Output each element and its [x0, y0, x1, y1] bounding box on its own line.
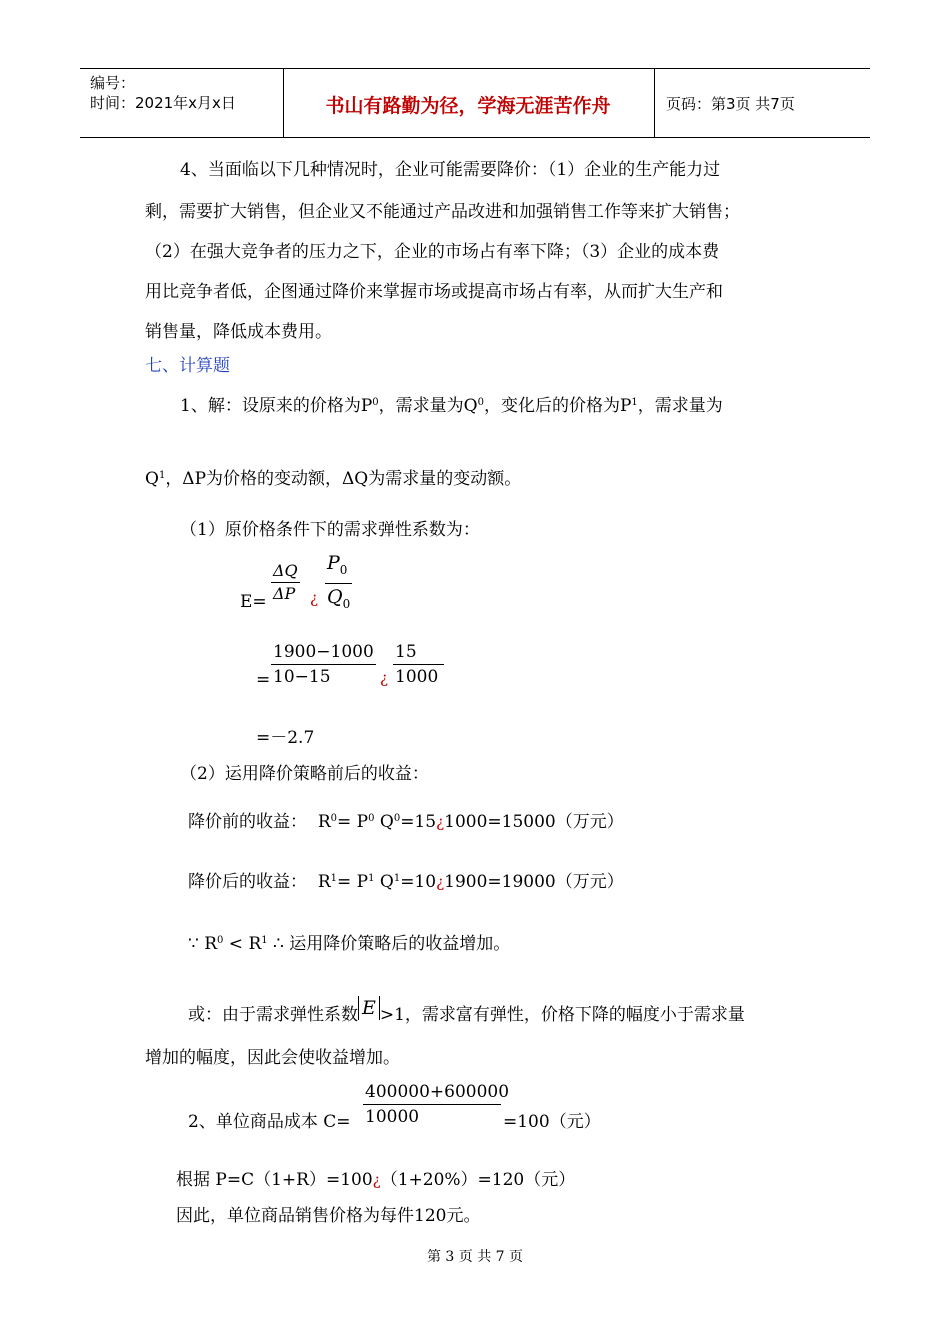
numerator: 400000+600000: [363, 1080, 501, 1105]
elasticity-result: =－2.7: [256, 728, 315, 748]
subscript: 0: [330, 813, 337, 824]
fraction-numeric-1: [271, 640, 376, 689]
text: 1000=15000（万元）: [444, 812, 624, 832]
price-calculation: [176, 1170, 575, 1190]
paragraph-line: 剩，需要扩大销售，但企业又不能通过产品改进和加强销售工作等来扩大销售；: [145, 202, 740, 222]
numerator: 15: [393, 640, 444, 665]
garbled-multiply-mark: ¿: [436, 813, 445, 831]
header-meta: [90, 73, 236, 113]
part2-title: （2）运用降价策略前后的收益：: [180, 764, 429, 784]
equals-sign: =: [256, 670, 271, 690]
subscript: 0: [368, 813, 375, 824]
text: 降价后的收益：: [188, 872, 307, 892]
denominator: 10−15: [273, 667, 331, 687]
denominator: 1000: [395, 667, 439, 687]
document-date: 时间：2021年x月x日: [90, 94, 236, 112]
garbled-multiply-mark: ¿: [380, 669, 389, 687]
garbled-multiply-mark: ¿: [310, 589, 319, 607]
document-number-label: 编号：: [90, 74, 136, 92]
text: >1，需求富有弹性，价格下降的幅度小于需求量: [379, 1005, 745, 1025]
denominator: ΔP: [273, 584, 296, 603]
subscript: 0: [477, 397, 484, 408]
unit-cost-result: =100（元）: [503, 1112, 601, 1132]
q1-intro: [180, 393, 723, 416]
subscript: 1: [368, 873, 375, 884]
subscript: 0: [217, 935, 224, 946]
text: 降价前的收益：: [188, 812, 307, 832]
text: =15: [400, 812, 437, 832]
text: ，ΔP为价格的变动额，ΔQ为需求量的变动额。: [165, 469, 522, 489]
text: Q: [145, 469, 159, 489]
text: P: [327, 552, 340, 574]
text: = P: [337, 812, 369, 832]
price-conclusion: 因此，单位商品销售价格为每件120元。: [176, 1206, 481, 1226]
text: < R: [223, 934, 262, 954]
header-divider: [654, 69, 655, 137]
text: 1900=19000（万元）: [444, 872, 624, 892]
subscript: 1: [158, 470, 166, 481]
header-motto: 书山有路勤为径，学海无涯苦作舟: [325, 95, 611, 117]
denominator: 10000: [365, 1107, 420, 1127]
page-footer: 第 3 页 共 7 页: [426, 1249, 524, 1265]
text: 根据 P=C（1+R）=100: [176, 1170, 373, 1190]
part1-title: （1）原价格条件下的需求弹性系数为：: [180, 520, 480, 540]
subscript: 0: [342, 596, 351, 611]
text: ，需求量为Q: [378, 396, 478, 416]
text: ，变化后的价格为P: [483, 396, 632, 416]
conclusion-line: [188, 931, 510, 954]
numerator: ΔQ: [271, 560, 300, 583]
paragraph-line: 增加的幅度，因此会使收益增加。: [145, 1048, 400, 1068]
fraction-p0-q0: [325, 550, 352, 617]
subscript: 0: [372, 397, 379, 408]
text: R: [317, 872, 331, 892]
subscript: 1: [330, 873, 337, 884]
text: Q: [379, 812, 394, 832]
subscript: 1: [393, 873, 401, 884]
text: Q: [327, 585, 343, 608]
subscript: 0: [393, 813, 401, 824]
text: =10: [400, 872, 437, 892]
text: = P: [337, 872, 369, 892]
text: 1、解：设原来的价格为P: [180, 396, 373, 416]
alternative-reason: [188, 996, 745, 1025]
absolute-value-e: E: [358, 996, 380, 1020]
subscript: 1: [261, 935, 268, 946]
fraction-unit-cost: [363, 1080, 510, 1129]
text: ∴ 运用降价策略后的收益增加。: [267, 934, 511, 954]
elasticity-label: E=: [240, 592, 267, 612]
text: （1+20%）=120（元）: [380, 1170, 576, 1190]
unit-cost-label: 2、单位商品成本 C=: [188, 1112, 351, 1132]
numerator: 1900−1000: [271, 640, 376, 665]
subscript: 0: [339, 562, 348, 577]
text: 或：由于需求弹性系数: [188, 1005, 358, 1025]
paragraph-line: （2）在强大竞争者的压力之下，企业的市场占有率下降；（3）企业的成本费: [145, 242, 720, 262]
page-header: [80, 68, 870, 138]
text: Q: [379, 872, 394, 892]
subscript: 1: [631, 397, 638, 408]
paragraph-line: 4、当面临以下几种情况时，企业可能需要降价：（1）企业的生产能力过: [180, 160, 721, 180]
section-title: 七、计算题: [145, 356, 230, 376]
revenue-after: [188, 869, 624, 892]
paragraph-line: 销售量，降低成本费用。: [145, 322, 332, 342]
paragraph-line: 用比竞争者低，企图通过降价来掌握市场或提高市场占有率，从而扩大生产和: [145, 282, 723, 302]
revenue-before: [188, 809, 624, 832]
header-page-info: 页码：第3页 共7页: [666, 95, 795, 113]
text: ∵ R: [188, 934, 218, 954]
fraction-numeric-2: [393, 640, 444, 689]
fraction-dq-dp: [271, 560, 300, 605]
text: R: [317, 812, 331, 832]
text: ，需求量为: [637, 396, 723, 416]
q1-definition: [145, 466, 521, 489]
garbled-multiply-mark: ¿: [436, 873, 445, 891]
garbled-multiply-mark: ¿: [372, 1171, 381, 1189]
